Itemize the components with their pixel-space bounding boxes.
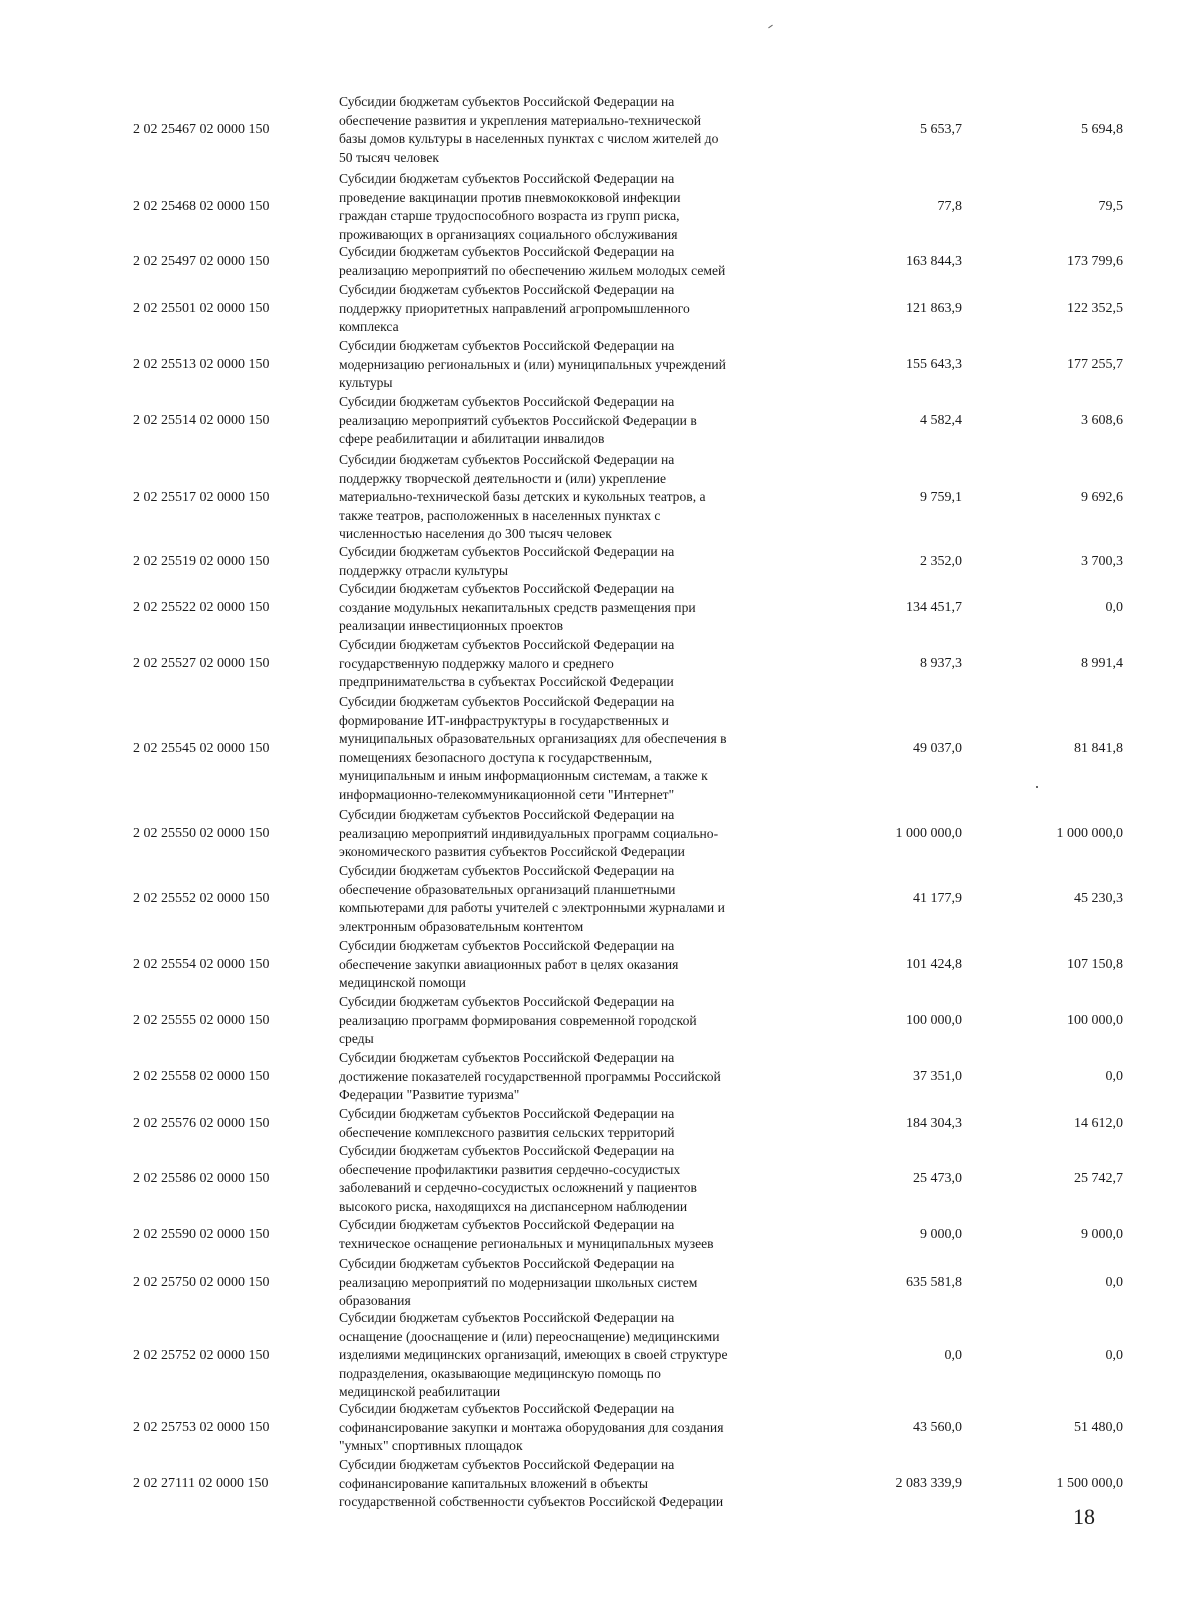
description-line: реализации инвестиционных проектов [339, 618, 564, 634]
description-line: модернизацию региональных и (или) муниципальных учреждений [339, 356, 726, 372]
description-line: высокого риска, находящихся на диспансерном наблюдении [339, 1198, 688, 1214]
row-code: 2 02 25514 02 0000 150 [133, 412, 270, 428]
description-line: Субсидии бюджетам субъектов Российской Федерации на [339, 863, 675, 878]
description-line: оснащение (дооснащение и (или) переоснащение) медицинскими [339, 1328, 720, 1344]
row-description [339, 1309, 809, 1402]
row-description [339, 543, 809, 580]
description-line: заболеваний и сердечно-сосудистых осложнений у пациентов [339, 1180, 697, 1196]
description-line: Субсидии бюджетам субъектов Российской Федерации на [339, 544, 675, 559]
description-line: обеспечение комплексного развития сельских территорий [339, 1124, 675, 1140]
row-value-year-1: 43 560,0 [913, 1419, 962, 1435]
description-line: 50 тысяч человек [339, 149, 440, 165]
row-code: 2 02 25576 02 0000 150 [133, 1115, 270, 1131]
row-value-year-2: 9 000,0 [1081, 1226, 1123, 1242]
row-description [339, 170, 809, 244]
description-line: электронным образовательным контентом [339, 918, 584, 934]
description-line: подразделения, оказывающие медицинскую помощь по [339, 1365, 661, 1381]
description-line: базы домов культуры в населенных пунктах с числом жителей до [339, 131, 719, 147]
row-value-year-1: 1 000 000,0 [895, 825, 962, 841]
description-line: среды [339, 1031, 374, 1047]
row-code: 2 02 25519 02 0000 150 [133, 553, 270, 569]
description-line: реализацию программ формирования современной городской [339, 1012, 697, 1028]
description-line: софинансирование капитальных вложений в объекты [339, 1475, 649, 1491]
row-value-year-1: 100 000,0 [906, 1012, 962, 1028]
description-line: Субсидии бюджетам субъектов Российской Федерации на [339, 452, 675, 467]
description-line: реализацию мероприятий по обеспечению жильем молодых семей [339, 262, 726, 278]
description-line: Субсидии бюджетам субъектов Российской Федерации на [339, 394, 675, 409]
description-line: Субсидии бюджетам субъектов Российской Федерации на [339, 1457, 675, 1472]
description-line: также театров, расположенных в населенных пунктах с [339, 507, 661, 523]
row-value-year-2: 0,0 [1105, 1068, 1123, 1084]
description-line: экономического развития субъектов Российской Федерации [339, 844, 685, 860]
description-line: Субсидии бюджетам субъектов Российской Федерации на [339, 1050, 675, 1065]
description-line: численностью населения до 300 тысяч человек [339, 526, 612, 542]
description-line: Субсидии бюджетам субъектов Российской Федерации на [339, 581, 675, 596]
description-line: культуры [339, 375, 393, 391]
row-code: 2 02 25467 02 0000 150 [133, 122, 270, 138]
row-value-year-1: 134 451,7 [906, 599, 962, 615]
row-value-year-1: 49 037,0 [913, 740, 962, 756]
row-description [339, 993, 809, 1049]
description-line: обеспечение профилактики развития сердечно-сосудистых [339, 1161, 681, 1177]
description-line: предпринимательства в субъектах Российской Федерации [339, 674, 674, 690]
row-value-year-2: 1 000 000,0 [1056, 825, 1123, 841]
row-code: 2 02 25517 02 0000 150 [133, 489, 270, 505]
description-line: Федерации "Развитие туризма" [339, 1087, 520, 1103]
row-description [339, 693, 809, 805]
row-code: 2 02 25558 02 0000 150 [133, 1068, 270, 1084]
description-line: проживающих в организациях социального обслуживания [339, 226, 678, 242]
description-line: Субсидии бюджетам субъектов Российской Федерации на [339, 1143, 675, 1158]
row-value-year-2: 5 694,8 [1081, 122, 1123, 138]
page-number: 18 [1073, 1504, 1095, 1529]
description-line: обеспечение закупки авиационных работ в целях оказания [339, 956, 679, 972]
description-line: софинансирование закупки и монтажа оборудования для создания [339, 1419, 724, 1435]
row-value-year-1: 9 759,1 [920, 489, 962, 505]
row-description [339, 451, 809, 544]
row-description [339, 862, 809, 936]
description-line: помещениях безопасного доступа к государственным, [339, 749, 653, 765]
row-description [339, 1400, 809, 1456]
row-description [339, 580, 809, 636]
row-value-year-1: 8 937,3 [920, 655, 962, 671]
description-line: медицинской реабилитации [339, 1384, 501, 1400]
row-value-year-2: 81 841,8 [1074, 740, 1123, 756]
row-value-year-1: 41 177,9 [913, 891, 962, 907]
row-value-year-2: 3 608,6 [1081, 412, 1123, 428]
row-value-year-2: 14 612,0 [1074, 1115, 1123, 1131]
description-line: Субсидии бюджетам субъектов Российской Федерации на [339, 1217, 675, 1232]
row-description [339, 1216, 809, 1253]
row-description [339, 937, 809, 993]
row-code: 2 02 25586 02 0000 150 [133, 1171, 270, 1187]
row-value-year-1: 163 844,3 [906, 253, 962, 269]
row-value-year-2: 173 799,6 [1067, 253, 1123, 269]
row-code: 2 02 25513 02 0000 150 [133, 356, 270, 372]
description-line: поддержку отрасли культуры [339, 562, 508, 578]
description-line: муниципальных образовательных организациях для обеспечения в [339, 731, 727, 747]
row-value-year-1: 184 304,3 [906, 1115, 962, 1131]
description-line: сфере реабилитации и абилитации инвалидов [339, 431, 605, 447]
row-description [339, 806, 809, 862]
row-description [339, 93, 809, 167]
description-line: Субсидии бюджетам субъектов Российской Федерации на [339, 244, 675, 259]
description-line: медицинской помощи [339, 975, 466, 991]
row-description [339, 636, 809, 692]
row-value-year-2: 9 692,6 [1081, 489, 1123, 505]
description-line: государственной собственности субъектов Российской Федерации [339, 1494, 724, 1510]
row-value-year-2: 25 742,7 [1074, 1171, 1123, 1187]
description-line: муниципальным и иным информационным системам, а также к [339, 768, 708, 784]
row-code: 2 02 25527 02 0000 150 [133, 655, 270, 671]
row-value-year-2: 177 255,7 [1067, 356, 1123, 372]
description-line: достижение показателей государственной программы Российской [339, 1068, 721, 1084]
description-line: Субсидии бюджетам субъектов Российской Федерации на [339, 938, 675, 953]
description-line: комплекса [339, 319, 399, 335]
description-line: материально-технической базы детских и кукольных театров, а [339, 489, 706, 505]
row-value-year-2: 0,0 [1105, 1274, 1123, 1290]
description-line: поддержку творческой деятельности и (или) укрепление [339, 470, 667, 486]
row-value-year-2: 122 352,5 [1067, 300, 1123, 316]
row-code: 2 02 25752 02 0000 150 [133, 1347, 270, 1363]
row-description [339, 281, 809, 337]
row-value-year-2: 107 150,8 [1067, 956, 1123, 972]
row-code: 2 02 25497 02 0000 150 [133, 253, 270, 269]
description-line: Субсидии бюджетам субъектов Российской Федерации на [339, 994, 675, 1009]
row-value-year-1: 101 424,8 [906, 956, 962, 972]
row-description [339, 1142, 809, 1216]
description-line: Субсидии бюджетам субъектов Российской Федерации на [339, 171, 675, 186]
description-line: формирование ИТ-инфраструктуры в государственных и [339, 712, 669, 728]
row-value-year-1: 0,0 [944, 1347, 962, 1363]
row-description [339, 1105, 809, 1142]
description-line: Субсидии бюджетам субъектов Российской Федерации на [339, 1401, 675, 1416]
description-line: "умных" спортивных площадок [339, 1438, 523, 1454]
description-line: Субсидии бюджетам субъектов Российской Федерации на [339, 694, 675, 709]
description-line: обеспечение образовательных организаций планшетными [339, 881, 676, 897]
row-code: 2 02 25590 02 0000 150 [133, 1226, 270, 1242]
row-code: 2 02 25545 02 0000 150 [133, 740, 270, 756]
row-code: 2 02 25468 02 0000 150 [133, 199, 270, 215]
row-code: 2 02 25753 02 0000 150 [133, 1419, 270, 1435]
row-value-year-1: 25 473,0 [913, 1171, 962, 1187]
row-code: 2 02 25750 02 0000 150 [133, 1274, 270, 1290]
row-code: 2 02 25552 02 0000 150 [133, 891, 270, 907]
description-line: Субсидии бюджетам субъектов Российской Федерации на [339, 1256, 675, 1271]
row-value-year-1: 121 863,9 [906, 300, 962, 316]
row-description [339, 1456, 809, 1512]
description-line: Субсидии бюджетам субъектов Российской Федерации на [339, 282, 675, 297]
row-description [339, 337, 809, 393]
description-line: создание модульных некапитальных средств размещения при [339, 599, 696, 615]
row-value-year-2: 51 480,0 [1074, 1419, 1123, 1435]
description-line: государственную поддержку малого и среднего [339, 655, 614, 671]
row-value-year-1: 37 351,0 [913, 1068, 962, 1084]
row-code: 2 02 25550 02 0000 150 [133, 825, 270, 841]
row-value-year-2: 8 991,4 [1081, 655, 1123, 671]
row-description [339, 1255, 809, 1311]
row-value-year-2: 3 700,3 [1081, 553, 1123, 569]
description-line: образования [339, 1293, 411, 1309]
description-line: техническое оснащение региональных и муниципальных музеев [339, 1235, 714, 1251]
description-line: Субсидии бюджетам субъектов Российской Федерации на [339, 637, 675, 652]
row-code: 2 02 25554 02 0000 150 [133, 956, 270, 972]
description-line: реализацию мероприятий по модернизации школьных систем [339, 1274, 698, 1290]
description-line: обеспечение развития и укрепления материально-технической [339, 112, 702, 128]
row-value-year-1: 9 000,0 [920, 1226, 962, 1242]
description-line: Субсидии бюджетам субъектов Российской Федерации на [339, 807, 675, 822]
description-line: граждан старше трудоспособного возраста из групп риска, [339, 208, 680, 224]
row-value-year-2: 0,0 [1105, 599, 1123, 615]
row-code: 2 02 25555 02 0000 150 [133, 1012, 270, 1028]
row-code: 2 02 25522 02 0000 150 [133, 599, 270, 615]
description-line: реализацию мероприятий индивидуальных программ социально- [339, 825, 719, 841]
description-line: реализацию мероприятий субъектов Российской Федерации в [339, 412, 697, 428]
description-line: поддержку приоритетных направлений агропромышленного [339, 300, 690, 316]
description-line: Субсидии бюджетам субъектов Российской Федерации на [339, 1310, 675, 1325]
description-line: компьютерами для работы учителей с электронными журналами и [339, 900, 725, 916]
row-value-year-2: 1 500 000,0 [1056, 1475, 1123, 1491]
description-line: Субсидии бюджетам субъектов Российской Федерации на [339, 94, 675, 109]
row-description [339, 243, 809, 280]
scan-mark [768, 25, 773, 29]
row-value-year-2: 100 000,0 [1067, 1012, 1123, 1028]
scan-mark [1036, 786, 1038, 788]
row-value-year-1: 155 643,3 [906, 356, 962, 372]
description-line: информационно-телекоммуникационной сети "Интернет" [339, 786, 675, 802]
row-value-year-1: 77,8 [937, 199, 962, 215]
row-description [339, 1049, 809, 1105]
description-line: Субсидии бюджетам субъектов Российской Федерации на [339, 338, 675, 353]
row-value-year-2: 79,5 [1098, 199, 1123, 215]
row-value-year-1: 5 653,7 [920, 122, 962, 138]
row-code: 2 02 25501 02 0000 150 [133, 300, 270, 316]
row-description [339, 393, 809, 449]
description-line: Субсидии бюджетам субъектов Российской Федерации на [339, 1106, 675, 1121]
row-value-year-1: 4 582,4 [920, 412, 962, 428]
description-line: изделиями медицинских организаций, имеющих в своей структуре [339, 1347, 728, 1363]
description-line: проведение вакцинации против пневмококковой инфекции [339, 189, 681, 205]
row-value-year-1: 2 352,0 [920, 553, 962, 569]
row-value-year-1: 2 083 339,9 [895, 1475, 962, 1491]
row-value-year-2: 0,0 [1105, 1347, 1123, 1363]
row-value-year-2: 45 230,3 [1074, 891, 1123, 907]
row-code: 2 02 27111 02 0000 150 [133, 1475, 269, 1491]
row-value-year-1: 635 581,8 [906, 1274, 962, 1290]
